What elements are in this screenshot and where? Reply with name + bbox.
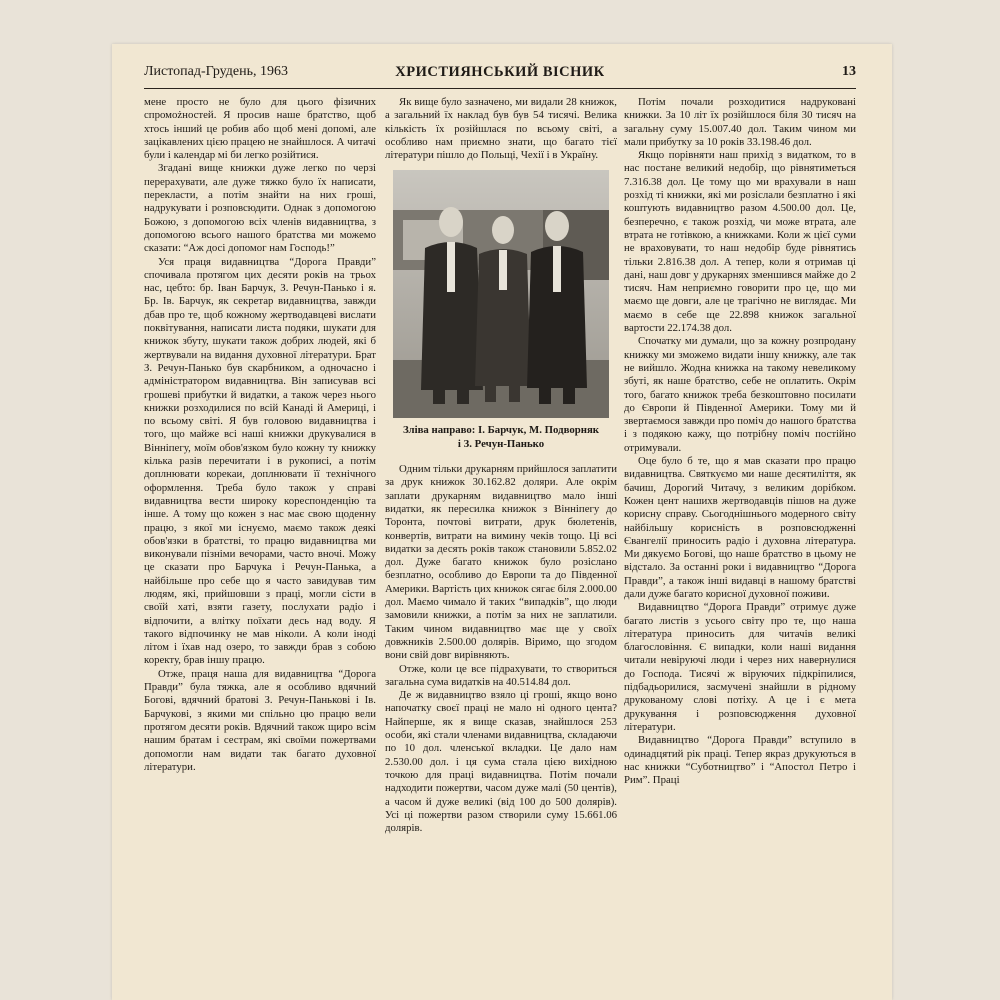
paragraph: Отже, коли це все підрахувати, то створиться загальна сума видатків на 40.514.84 дол. bbox=[385, 662, 617, 688]
group-photo bbox=[393, 170, 609, 418]
page-number: 13 bbox=[842, 64, 856, 79]
magazine-title: ХРИСТИЯНСЬКИЙ ВІСНИК bbox=[395, 64, 605, 80]
magazine-page bbox=[112, 44, 892, 1000]
paragraph: Потім почали розходитися надруковані книжки. За 10 літ їх розійшлося біля 30 тисяч на загальну суму 15.007.40 дол. Таким чином ми мали прибутку за 10 років 33.198.46 дол. bbox=[624, 96, 856, 148]
paragraph: Уся праця видавництва “Дорога Правди” спочивала протягом цих десяти років на трьох нас, цебто: бр. Іван Барчук, З. Речун-Панько і я. Бр. Ів. Барчук, як секретар видавництва, завжди дбав про те, щоб кожному жертводавцеві вислати поквітування, написати листа подяки, шукати для книжок збуту, шукати також добрих людей, які б жертвували на видання духовної літератури. Брат З. Речун-Панько був скарбником, а одночасно і адміністратором видавництва. Він записував всі грошеві прибутки й видатки, а також через нього книжки розходилися по всій Канаді й Америці, і по всьому світі. Я був головою видавництва і того, що майже всі наші книжки друкувалися в Вінніпегу, моїм обов'язком було кожну ту книжку кілька разів перечитати і в рукописі, а потім доплнювати корекаи, доплнювати її технічного оформлення. Треба було також у справі видавництва вести широку кореспонденцію та інше. А тому що кожен з нас має свою щоденну працю, з якої ми існуємо, маємо також деякі обов'язки в братстві, то працю видавництва ми виконували пізніми вечорами, часто вночі. Можу це сказати про Барчука і Речун-Панька, а найбільше про себе що я часто завидував тим людям, які, прийшовши з праці, могли сісти в своїй хаті, взяти газету, послухати радіо і відпочити, а влітку поїхати десь над воду. Я такого відпочинку не мав ніколи. А коли іноді літом і їхав над озеро, то завжди брав з собою коректу, брав іншу працю. bbox=[144, 255, 376, 667]
column-middle bbox=[385, 96, 617, 990]
paragraph: Оце було б те, що я мав сказати про працю видавництва. Святкуємо ми наше десятиліття, як бачиш, Дорогий Читачу, з великим дорібком. Кожен цент нашихв жертводавців пішов на дуже корисну справу. Сьогоднішнього модерного світу найбільшу корисність в розповсюдженні Євангелії приносить радіо і духовна література. Ми дякуємо Богові, що наше братство в цьому не відстало. За останні роки і видавництво “Дорога Правди”, а також інші видавці в нашому братстві дали дуже багато корисної духовної поживи. bbox=[624, 455, 856, 600]
paragraph: Одним тільки друкарням прийшлося заплатити за друк книжок 30.162.82 доляри. Але окрім заплати друкарням видавництво мало інші видатки, як пересилка книжок з Вінніпегу до Торонта, почтові витрати, друк бюлетенів, конвертів, витрати на вимину чеків тощо. Ці всі видатки за десять років також становили 5.852.02 дол. Дуже багато книжок було розіслано безплатно, особливо до Европи та до Південної Америки. Вартість цих книжок сягає біля 2.000.00 дол. Маємо чимало й таких “випадків”, що люди замовили книжки, а потім за них не заплатили. Таким чином видавництво має ще у своїх довжників 2.500.00 долярів. Віримо, що згодом вони свій довг вирівняють. bbox=[385, 463, 617, 662]
paragraph: Отже, праця наша для видавництва “Дорога Правди” була тяжка, але я особливо вдячний Богові, вдячний братові З. Речун-Панькові і Ів. Барчукові, з якими ми спільно цю працю вели протягом десяти років. Вдячний також щиро всім нашим братам і сестрам, які своїми пожертвами допомогли нам видати так багато духовної літератури. bbox=[144, 667, 376, 773]
paragraph: Видавництво “Дорога Правди” вступило в одинадцятий рік праці. Тепер якраз друкуються в нас книжки “Суботництво” і “Апостол Петро і Рим”. Праці bbox=[624, 734, 856, 787]
column-right bbox=[624, 96, 856, 990]
paragraph: мене просто не було для цього фізичних спромożностей. Я просив наше братство, щоб хтось інший це робив або щоб мені допомі, але зацікавлених цією працею не знайшлося. А читачі були і календар мі би легко розійтися. bbox=[144, 96, 376, 162]
page-header bbox=[144, 62, 856, 84]
paragraph: Якщо порівняти наш прихід з видатком, то в нас постане великий недобір, що рівнятиметься 7.316.38 дол. Це тому що ми врахували в наш розхід ті книжки, які ми розіслали безплатно і які коштують видавництво разом 4.500.00 дол. Це, безперечно, є також розхід, чи може втрата, але втрата не готівкою, а книжками. Коли ж цієї суми не враховувати, то наш недобір буде рівнятись тільки 2.816.38 дол. А тепер, коли я отримав ці дані, наш довг у друкарнях зменшився майже до 2 тисяч. Нам неприємно говорити про це, що ми маємо ще довги, але це трагічно не виглядає. Ми маємо в себе ще 22.898 книжок загальної вартости 22.174.38 дол. bbox=[624, 149, 856, 335]
photo-caption bbox=[385, 424, 617, 451]
paragraph: Спочатку ми думали, що за кожну розпродану книжку ми зможемо видати іншу книжку, але так не вийшло. Жодна книжка на такому невеликому збуті, як наше братство, себе не оплатить. Окрім того, багато книжок треба безкоштовно посилати до Європи й Південної Америки. Тому ми й звертаємося завжди про поміч до нашого братства і з подякою кажу, що потрібну поміч постійно отримували. bbox=[624, 335, 856, 454]
caption-line: і З. Речун-Панько bbox=[457, 437, 545, 450]
issue-date: Листопад-Грудень, 1963 bbox=[144, 64, 288, 79]
header-rule bbox=[144, 88, 856, 89]
paragraph: Як вище було зазначено, ми видали 28 книжок, а загальний їх наклад був був 54 тисячі. Велика кількість їх розійшлася по всьому світі, а особливо нам приємно знати, що багато тієї літератури пішло до Польщі, Чехії і в Україну. bbox=[385, 96, 617, 162]
paragraph: Згадані вище книжки дуже легко по черзі перерахувати, але дуже тяжко було їх написати, переклаcти, а потім знайти на них гроші, надрукувати і розповсюдити. Однак з допомогою Божою, з допомогою всіх членів видавництва, з допомогою всього нашого братства ми можемо сказати: “Аж досі допомог нам Господь!” bbox=[144, 162, 376, 255]
paragraph: Видавництво “Дорога Правди” отримує дуже багато листів з усього світу про те, що наша література приносить для читачів великі благословіння. Є випадки, коли наші видання читали невіруючі люди і через них навернулися до Господа. Тисячі ж віруючих підкріпилися, підбадьорилися, засмучені знайшли в рідному друкованому слові потіху. А це і є мета друкування і розповсюдження духовної літератури. bbox=[624, 601, 856, 733]
paragraph: Де ж видавництво взяло ці гроші, якщо воно напочатку своєї праці не мало ні одного цента? Найперше, як я вище сказав, знайшлося 253 особи, які стали членами видавництва, складаючи по 10 дол. членської вкладки. Це дало нам 2.530.00 дол. і ця сума стала цією вихідною точкою для праці видавництва. Потім почали надходити пожертви, часом дуже малі (50 центів), а часом й дуже великі (від 100 до 500 долярів). Усі ці пожертви разом створили суму 15.661.06 долярів. bbox=[385, 689, 617, 835]
column-left bbox=[144, 96, 376, 990]
caption-line: Зліва направо: І. Барчук, М. Подворняк bbox=[402, 424, 600, 437]
photo-image bbox=[393, 170, 609, 418]
